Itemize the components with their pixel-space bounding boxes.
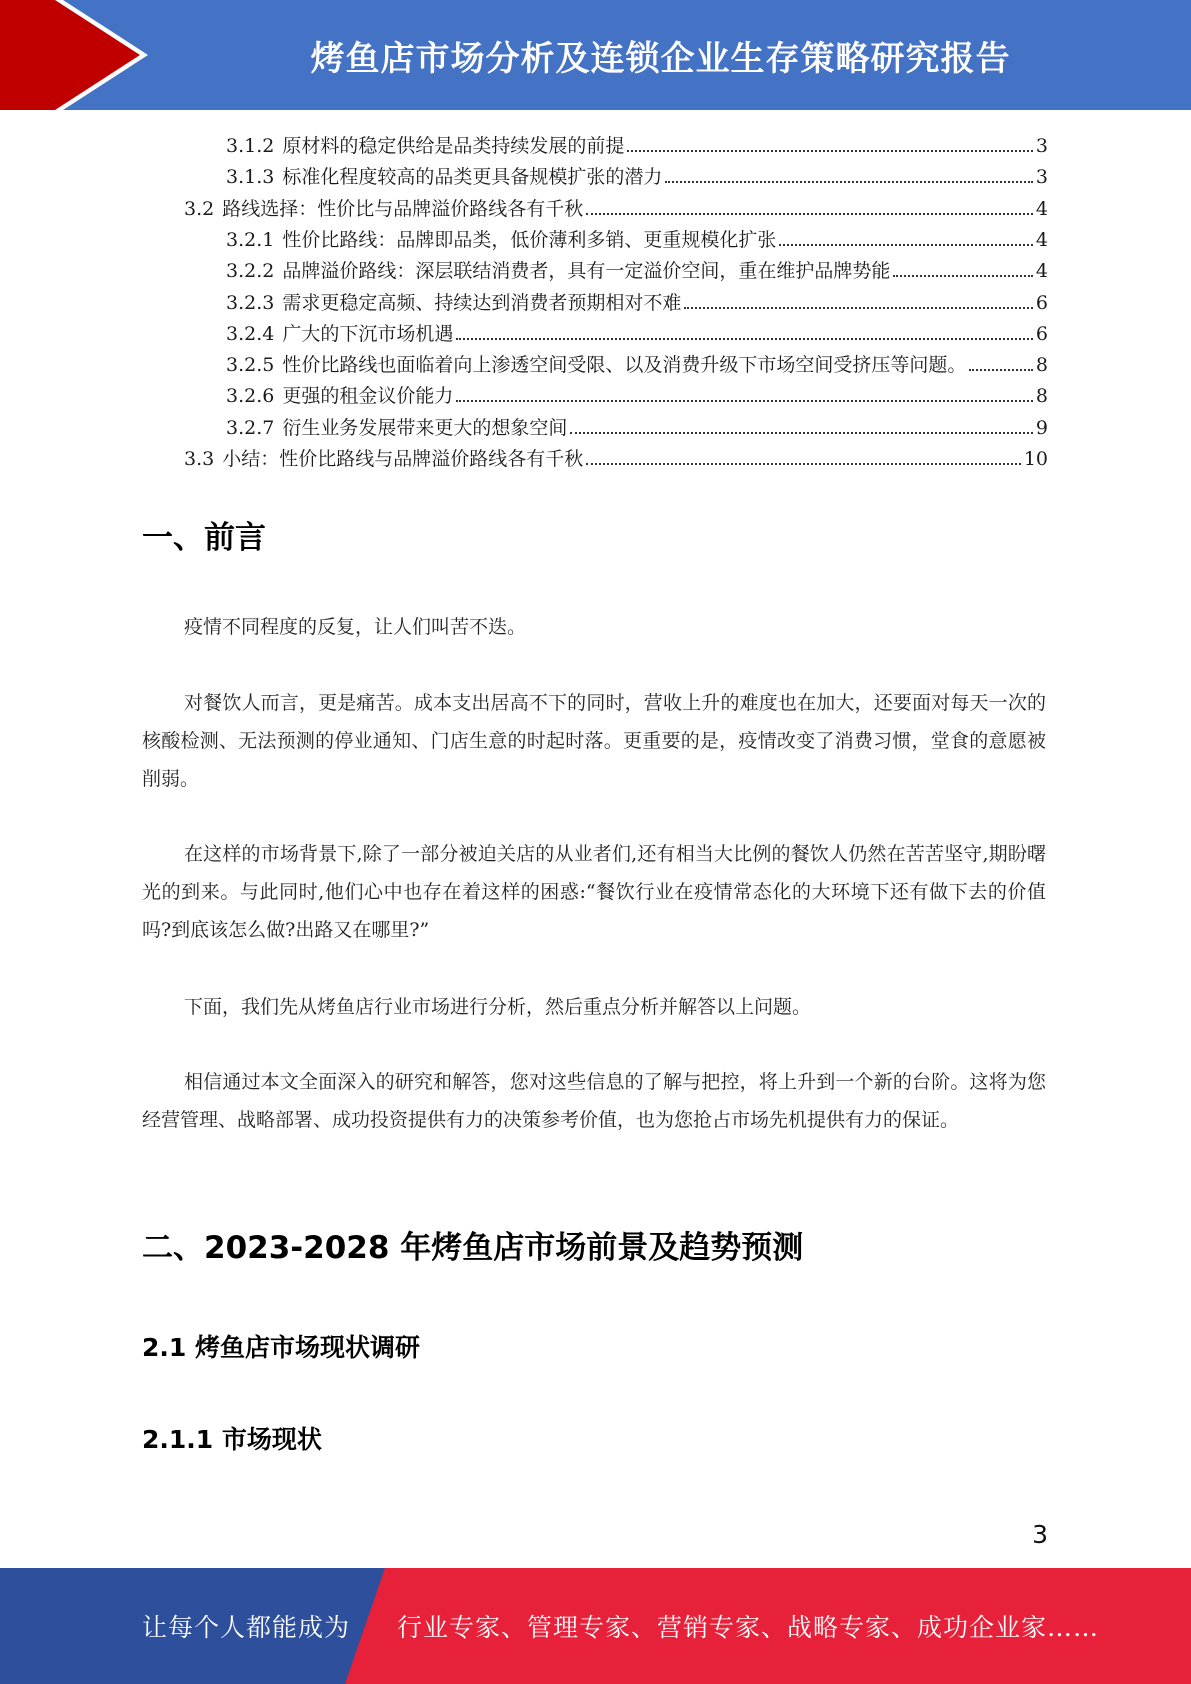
toc-entry-title: 衍生业务发展带来更大的想象空间 — [282, 416, 568, 439]
page-header — [0, 0, 1191, 110]
report-title: 烤鱼店市场分析及连锁企业生存策略研究报告 — [310, 38, 1011, 79]
toc-entry-page: 6 — [1035, 322, 1048, 345]
toc-entry-page: 4 — [1035, 228, 1048, 251]
toc-entry-number: 3.1.3 — [226, 166, 275, 189]
toc-entry[interactable] — [184, 441, 1048, 471]
toc-leader-dots — [586, 462, 1021, 465]
toc-leader-dots — [586, 212, 1033, 215]
toc-entry-number: 3.2.1 — [226, 228, 275, 251]
toc-entry-title: 广大的下沉市场机遇 — [282, 322, 454, 345]
toc-entry-page: 3 — [1035, 135, 1048, 157]
toc-entry[interactable] — [226, 159, 1048, 189]
toc-entry-number: 3.2.3 — [226, 291, 275, 314]
toc-entry-page: 10 — [1023, 448, 1048, 470]
toc-entry[interactable] — [226, 285, 1048, 315]
toc-entry[interactable] — [226, 378, 1048, 408]
toc-entry-page: 9 — [1035, 416, 1048, 439]
section-heading-preface: 一、前言 — [142, 520, 266, 556]
toc-entry-number: 3.1.2 — [226, 135, 275, 157]
section-heading-forecast: 二、2023-2028 年烤鱼店市场前景及趋势预测 — [142, 1230, 804, 1266]
toc-entry-page: 4 — [1035, 197, 1048, 220]
paragraph-3: 在这样的市场背景下,除了一部分被迫关店的从业者们,还有相当大比例的餐饮人仍然在苦苦坚守,期盼曙光的到来。与此同时,他们心中也存在着这样的困惑:“餐饮行业在疫情常态化的大环境下还有做下去的价值吗?到底该怎么做?出路又在哪里?” — [142, 843, 1046, 941]
toc-entry-title: 更强的租金议价能力 — [282, 385, 454, 408]
red-chevron-decoration — [0, 0, 160, 110]
toc-entry-page: 4 — [1035, 260, 1048, 283]
paragraph-1: 疫情不同程度的反复，让人们叫苦不迭。 — [184, 616, 527, 638]
toc-leader-dots — [456, 337, 1033, 340]
toc-entry-page: 8 — [1035, 385, 1048, 408]
toc-entry[interactable] — [226, 253, 1048, 283]
toc-entry-title: 性价比路线：品牌即品类，低价薄利多销、更重规模化扩张 — [282, 228, 777, 251]
toc-entry-number: 3.2.4 — [226, 322, 275, 345]
toc-entry[interactable] — [226, 347, 1048, 377]
paragraph-5: 相信通过本文全面深入的研究和解答，您对这些信息的了解与把控，将上升到一个新的台阶。这将为您经营管理、战略部署、成功投资提供有力的决策参考价值，也为您抢占市场先机提供有力的保证。 — [142, 1071, 1046, 1131]
toc-leader-dots — [684, 306, 1033, 309]
paragraph-2: 对餐饮人而言，更是痛苦。成本支出居高不下的同时，营收上升的难度也在加大，还要面对每天一次的核酸检测、无法预测的停业通知、门店生意的时起时落。更重要的是，疫情改变了消费习惯，堂食的意愿被削弱。 — [142, 692, 1046, 790]
toc-entry-title: 品牌溢价路线：深层联结消费者，具有一定溢价空间，重在维护品牌势能 — [282, 260, 891, 283]
toc-entry-number: 3.3 — [184, 448, 215, 470]
toc-entry-title: 需求更稳定高频、持续达到消费者预期相对不难 — [282, 291, 682, 314]
toc-entry-number: 3.2.7 — [226, 416, 275, 439]
toc-leader-dots — [779, 243, 1033, 246]
toc-entry-number: 3.2.5 — [226, 354, 275, 377]
subsection-heading-2-1-1: 2.1.1 市场现状 — [142, 1425, 322, 1454]
toc-entry[interactable] — [226, 222, 1048, 252]
toc-entry-title: 路线选择：性价比与品牌溢价路线各有千秋 — [222, 197, 584, 220]
toc-entry-number: 3.2 — [184, 197, 215, 220]
toc-entry-title: 标准化程度较高的品类更具备规模扩张的潜力 — [282, 166, 663, 189]
page-number: 3 — [1032, 1520, 1048, 1549]
toc-entry-number: 3.2.6 — [226, 385, 275, 408]
toc-entry-page: 3 — [1035, 166, 1048, 189]
subsection-heading-2-1: 2.1 烤鱼店市场现状调研 — [142, 1333, 420, 1362]
toc-leader-dots — [570, 431, 1033, 434]
footer-slogan-left: 让每个人都能成为 — [142, 1613, 351, 1642]
paragraph-4: 下面，我们先从烤鱼店行业市场进行分析，然后重点分析并解答以上问题。 — [184, 996, 812, 1018]
toc-entry[interactable] — [226, 316, 1048, 346]
toc-entry-page: 6 — [1035, 291, 1048, 314]
toc-entry-title: 性价比路线也面临着向上渗透空间受限、以及消费升级下市场空间受挤压等问题。 — [282, 354, 967, 377]
page-footer — [0, 1568, 1191, 1684]
toc-entry-title: 小结：性价比路线与品牌溢价路线各有千秋 — [222, 448, 584, 470]
toc-entry[interactable] — [226, 128, 1048, 158]
toc-leader-dots — [893, 274, 1033, 277]
toc-leader-dots — [456, 399, 1033, 402]
toc-entry[interactable] — [226, 410, 1048, 440]
toc-leader-dots — [665, 180, 1033, 183]
toc-entry[interactable] — [184, 191, 1048, 221]
toc-entry-title: 原材料的稳定供给是品类持续发展的前提 — [282, 135, 625, 157]
toc-entry-page: 8 — [1035, 354, 1048, 377]
toc-entry-number: 3.2.2 — [226, 260, 275, 283]
toc-leader-dots — [969, 368, 1033, 371]
footer-slogan-right: 行业专家、管理专家、营销专家、战略专家、成功企业家…… — [397, 1613, 1100, 1642]
toc-leader-dots — [627, 149, 1033, 152]
